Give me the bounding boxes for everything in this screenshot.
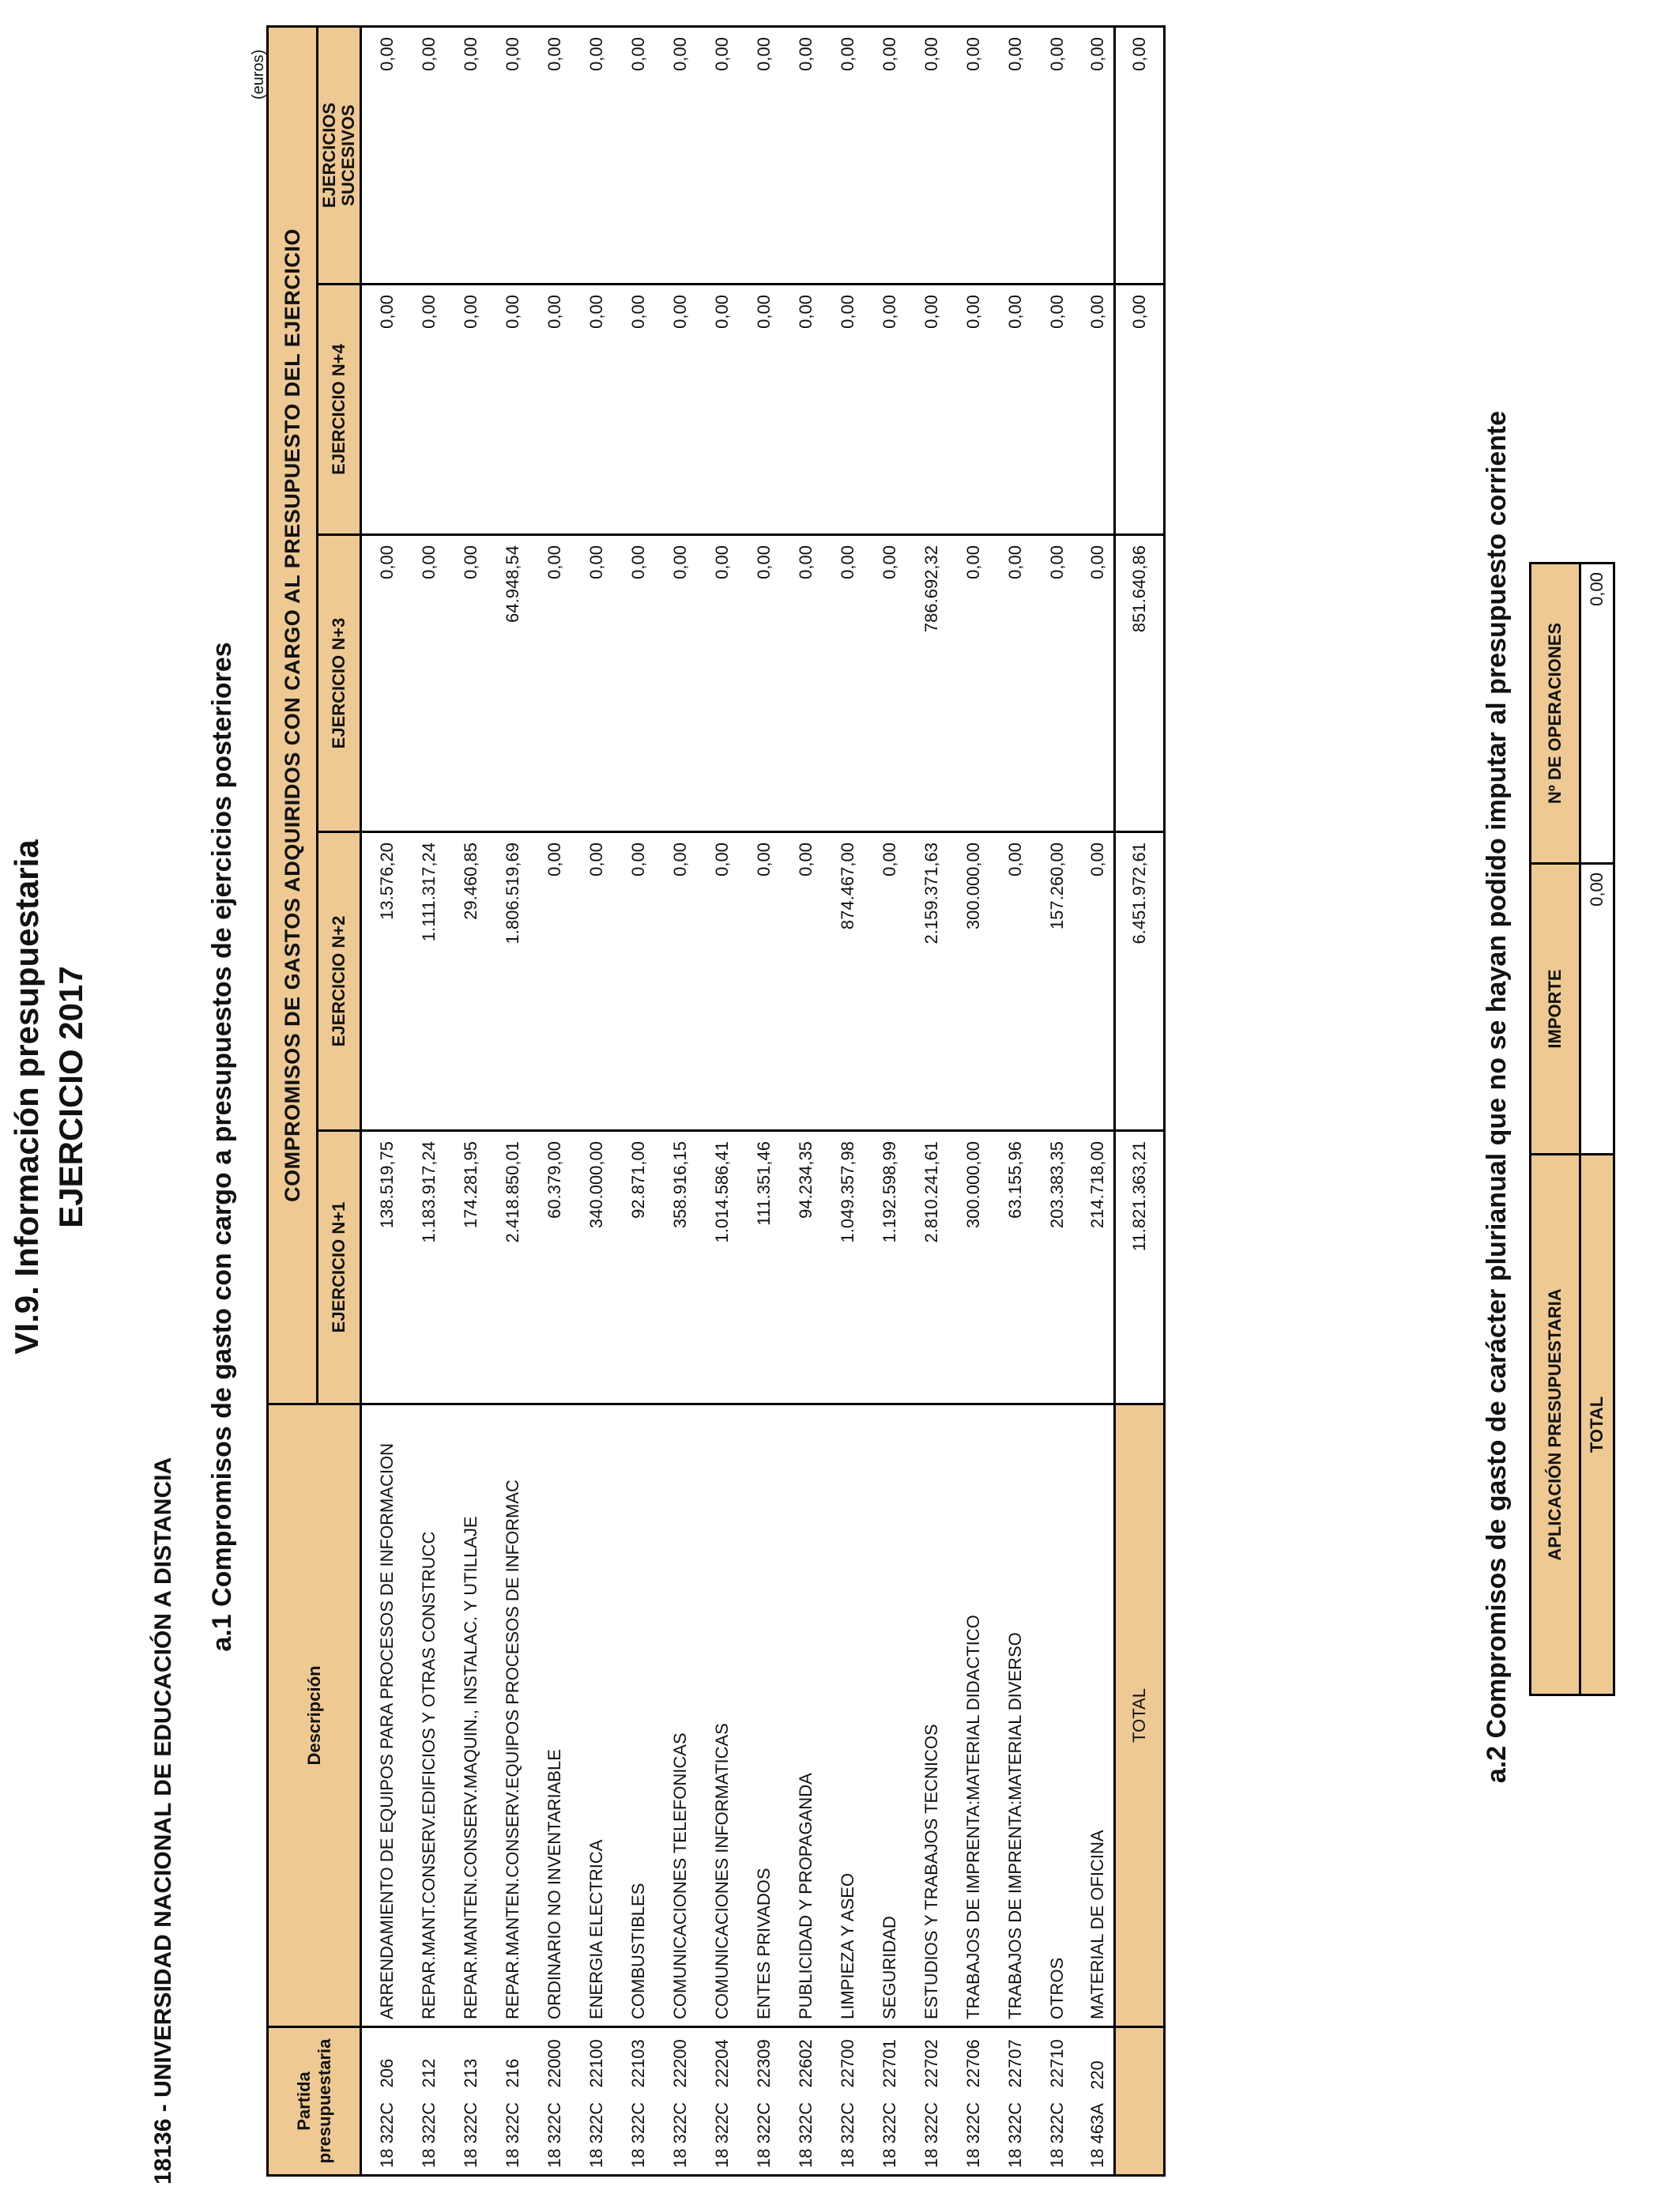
n3-cell: 64.948,54 <box>487 535 529 832</box>
n3-cell: 0,00 <box>1073 535 1115 832</box>
table-row <box>696 27 738 2176</box>
n3-cell: 0,00 <box>571 535 612 832</box>
total-n3: 851.640,86 <box>1115 535 1165 832</box>
description-cell: ENERGIA ELECTRICA <box>571 1404 612 2027</box>
n3-cell: 0,00 <box>361 535 403 832</box>
n3-cell: 0,00 <box>1031 535 1073 832</box>
description-cell: REPAR.MANTEN.CONSERV.EQUIPOS PROCESOS DE INFORMAC <box>487 1404 529 2027</box>
n1-cell: 174.281,95 <box>445 1131 487 1404</box>
description-cell: REPAR.MANT.CONSERV.EDIFICIOS Y OTRAS CONSTRUCC <box>403 1404 445 2027</box>
n3-cell: 0,00 <box>529 535 571 832</box>
sucesivos-cell: 0,00 <box>947 27 989 285</box>
n2-cell: 0,00 <box>738 832 780 1131</box>
partida-cell: 18 322C 22103 <box>612 2027 654 2176</box>
n4-cell: 0,00 <box>696 285 738 535</box>
table-row <box>947 27 989 2176</box>
partida-cell: 18 322C 22100 <box>571 2027 612 2176</box>
n4-cell: 0,00 <box>1031 285 1073 535</box>
table-row <box>612 27 654 2176</box>
table-row <box>738 27 780 2176</box>
commitments-table <box>266 25 1166 2177</box>
description-cell: ENTES PRIVADOS <box>738 1404 780 2027</box>
partida-cell: 18 322C 216 <box>487 2027 529 2176</box>
total-n4: 0,00 <box>1115 285 1165 535</box>
n2-cell: 13.576,20 <box>361 832 403 1131</box>
section-a2-title: a.2 Compromisos de gasto de carácter plurianual que no se hayan podido imputar al presupuesto corriente <box>1482 410 1512 1784</box>
partida-cell: 18 322C 213 <box>445 2027 487 2176</box>
n1-cell: 63.155,96 <box>989 1131 1031 1404</box>
n1-cell: 340.000,00 <box>571 1131 612 1404</box>
sucesivos-cell: 0,00 <box>403 27 445 285</box>
header-operaciones: Nº DE OPERACIONES <box>1531 564 1580 864</box>
table-row <box>906 27 947 2176</box>
n4-cell: 0,00 <box>780 285 822 535</box>
n2-cell: 300.000,00 <box>947 832 989 1131</box>
description-cell: COMUNICACIONES TELEFONICAS <box>654 1404 696 2027</box>
table-row <box>822 27 864 2176</box>
sucesivos-cell: 0,00 <box>571 27 612 285</box>
partida-cell: 18 322C 212 <box>403 2027 445 2176</box>
description-cell: SEGURIDAD <box>864 1404 906 2027</box>
n4-cell: 0,00 <box>487 285 529 535</box>
description-cell: ORDINARIO NO INVENTARIABLE <box>529 1404 571 2027</box>
table-row <box>571 27 612 2176</box>
header-aplicacion: APLICACIÓN PRESUPUESTARIA <box>1531 1155 1580 1695</box>
a2-total-operaciones: 0,00 <box>1580 564 1614 864</box>
n4-cell: 0,00 <box>529 285 571 535</box>
n2-cell: 1.806.519,69 <box>487 832 529 1131</box>
header-importe: IMPORTE <box>1531 864 1580 1155</box>
header-sucesivos-line2: SUCESIVOS <box>338 104 358 206</box>
total-n2: 6.451.972,61 <box>1115 832 1165 1131</box>
units-label: (euros) <box>250 49 267 100</box>
n4-cell: 0,00 <box>612 285 654 535</box>
partida-cell: 18 322C 22200 <box>654 2027 696 2176</box>
n1-cell: 111.351,46 <box>738 1131 780 1404</box>
table-row <box>445 27 487 2176</box>
sucesivos-cell: 0,00 <box>864 27 906 285</box>
n1-cell: 300.000,00 <box>947 1131 989 1404</box>
header-n4: EJERCICIO N+4 <box>318 285 361 535</box>
n3-cell: 0,00 <box>822 535 864 832</box>
header-descripcion: Descripción <box>268 1404 361 2027</box>
n2-cell: 0,00 <box>1073 832 1115 1131</box>
n3-cell: 0,00 <box>696 535 738 832</box>
page-title: VI.9. Información presupuestaria <box>8 839 45 1355</box>
partida-cell: 18 322C 22204 <box>696 2027 738 2176</box>
n3-cell: 0,00 <box>445 535 487 832</box>
n2-cell: 0,00 <box>612 832 654 1131</box>
table-row <box>529 27 571 2176</box>
header-sucesivos-line1: EJERCICIOS <box>319 102 339 209</box>
n4-cell: 0,00 <box>403 285 445 535</box>
n1-cell: 203.383,35 <box>1031 1131 1073 1404</box>
header-n1: EJERCICIO N+1 <box>318 1131 361 1404</box>
partida-cell: 18 322C 22700 <box>822 2027 864 2176</box>
table-row <box>1031 27 1073 2176</box>
partida-cell: 18 322C 22000 <box>529 2027 571 2176</box>
n4-cell: 0,00 <box>738 285 780 535</box>
n2-cell: 0,00 <box>654 832 696 1131</box>
n2-cell: 0,00 <box>989 832 1031 1131</box>
n4-cell: 0,00 <box>906 285 947 535</box>
n4-cell: 0,00 <box>989 285 1031 535</box>
total-spacer <box>1115 2027 1165 2176</box>
description-cell: TRABAJOS DE IMPRENTA:MATERIAL DIVERSO <box>989 1404 1031 2027</box>
partida-cell: 18 322C 22706 <box>947 2027 989 2176</box>
description-cell: PUBLICIDAD Y PROPAGANDA <box>780 1404 822 2027</box>
table-row <box>487 27 529 2176</box>
n2-cell: 1.111.317,24 <box>403 832 445 1131</box>
sucesivos-cell: 0,00 <box>780 27 822 285</box>
header-n3: EJERCICIO N+3 <box>318 535 361 832</box>
n1-cell: 214.718,00 <box>1073 1131 1115 1404</box>
description-cell: LIMPIEZA Y ASEO <box>822 1404 864 2027</box>
n1-cell: 1.014.586,41 <box>696 1131 738 1404</box>
n2-cell: 157.260,00 <box>1031 832 1073 1131</box>
n4-cell: 0,00 <box>571 285 612 535</box>
a2-total-row <box>1580 564 1614 1695</box>
sucesivos-cell: 0,00 <box>654 27 696 285</box>
description-cell: ARRENDAMIENTO DE EQUIPOS PARA PROCESOS DE INFORMACION <box>361 1404 403 2027</box>
sucesivos-cell: 0,00 <box>445 27 487 285</box>
n2-cell: 0,00 <box>529 832 571 1131</box>
description-cell: COMBUSTIBLES <box>612 1404 654 2027</box>
n3-cell: 0,00 <box>654 535 696 832</box>
entity-name: 18136 - UNIVERSIDAD NACIONAL DE EDUCACIÓN A DISTANCIA <box>150 1457 176 2185</box>
n1-cell: 1.183.917,24 <box>403 1131 445 1404</box>
partida-cell: 18 322C 22309 <box>738 2027 780 2176</box>
sucesivos-cell: 0,00 <box>906 27 947 285</box>
partida-cell: 18 322C 22602 <box>780 2027 822 2176</box>
n3-cell: 0,00 <box>403 535 445 832</box>
description-cell: OTROS <box>1031 1404 1073 2027</box>
sucesivos-cell: 0,00 <box>487 27 529 285</box>
sucesivos-cell: 0,00 <box>529 27 571 285</box>
n3-cell: 0,00 <box>864 535 906 832</box>
plurianual-table <box>1529 562 1615 1696</box>
n3-cell: 0,00 <box>989 535 1031 832</box>
sucesivos-cell: 0,00 <box>738 27 780 285</box>
header-partida: Partida presupuestaria <box>268 2027 361 2176</box>
n4-cell: 0,00 <box>654 285 696 535</box>
n2-cell: 0,00 <box>780 832 822 1131</box>
partida-cell: 18 322C 22702 <box>906 2027 947 2176</box>
n3-cell: 0,00 <box>780 535 822 832</box>
exercise-title: EJERCICIO 2017 <box>52 966 89 1228</box>
table-row <box>361 27 403 2176</box>
total-sucesivos: 0,00 <box>1115 27 1165 285</box>
a2-total-label: TOTAL <box>1580 1155 1614 1695</box>
n4-cell: 0,00 <box>947 285 989 535</box>
partida-cell: 18 322C 206 <box>361 2027 403 2176</box>
total-n1: 11.821.363,21 <box>1115 1131 1165 1404</box>
description-cell: REPAR.MANTEN.CONSERV.MAQUIN., INSTALAC. Y UTILLAJE <box>445 1404 487 2027</box>
n3-cell: 0,00 <box>947 535 989 832</box>
n3-cell: 0,00 <box>612 535 654 832</box>
n4-cell: 0,00 <box>445 285 487 535</box>
description-cell: TRABAJOS DE IMPRENTA:MATERIAL DIDACTICO <box>947 1404 989 2027</box>
table-row <box>654 27 696 2176</box>
n2-cell: 29.460,85 <box>445 832 487 1131</box>
description-cell: COMUNICACIONES INFORMATICAS <box>696 1404 738 2027</box>
sucesivos-cell: 0,00 <box>822 27 864 285</box>
n3-cell: 0,00 <box>738 535 780 832</box>
table-row <box>864 27 906 2176</box>
n1-cell: 2.418.850,01 <box>487 1131 529 1404</box>
n1-cell: 60.379,00 <box>529 1131 571 1404</box>
n2-cell: 0,00 <box>571 832 612 1131</box>
description-cell: ESTUDIOS Y TRABAJOS TECNICOS <box>906 1404 947 2027</box>
total-row <box>1115 27 1165 2176</box>
section-a1-title: a.1 Compromisos de gasto con cargo a presupuestos de ejercicios posteriores <box>207 642 237 1652</box>
n4-cell: 0,00 <box>1073 285 1115 535</box>
n3-cell: 786.692,32 <box>906 535 947 832</box>
sucesivos-cell: 0,00 <box>1031 27 1073 285</box>
n1-cell: 94.234,35 <box>780 1131 822 1404</box>
n1-cell: 2.810.241,61 <box>906 1131 947 1404</box>
n1-cell: 92.871,00 <box>612 1131 654 1404</box>
sucesivos-cell: 0,00 <box>361 27 403 285</box>
n4-cell: 0,00 <box>864 285 906 535</box>
n2-cell: 874.467,00 <box>822 832 864 1131</box>
sucesivos-cell: 0,00 <box>696 27 738 285</box>
n2-cell: 0,00 <box>864 832 906 1131</box>
table-row <box>1073 27 1115 2176</box>
n1-cell: 1.049.357,98 <box>822 1131 864 1404</box>
n2-cell: 2.159.371,63 <box>906 832 947 1131</box>
description-cell: MATERIAL DE OFICINA <box>1073 1404 1115 2027</box>
header-sucesivos <box>318 27 361 285</box>
n2-cell: 0,00 <box>696 832 738 1131</box>
table-row <box>989 27 1031 2176</box>
partida-cell: 18 322C 22707 <box>989 2027 1031 2176</box>
total-label: TOTAL <box>1115 1404 1165 2027</box>
sucesivos-cell: 0,00 <box>989 27 1031 285</box>
partida-cell: 18 322C 22701 <box>864 2027 906 2176</box>
n4-cell: 0,00 <box>822 285 864 535</box>
sucesivos-cell: 0,00 <box>1073 27 1115 285</box>
header-n2: EJERCICIO N+2 <box>318 832 361 1131</box>
partida-cell: 18 322C 22710 <box>1031 2027 1073 2176</box>
table-row <box>780 27 822 2176</box>
n4-cell: 0,00 <box>361 285 403 535</box>
partida-cell: 18 463A 220 <box>1073 2027 1115 2176</box>
table-body <box>361 27 1115 2176</box>
sucesivos-cell: 0,00 <box>612 27 654 285</box>
n1-cell: 358.916,15 <box>654 1131 696 1404</box>
n1-cell: 138.519,75 <box>361 1131 403 1404</box>
a2-total-importe: 0,00 <box>1580 864 1614 1155</box>
n1-cell: 1.192.598,99 <box>864 1131 906 1404</box>
header-group: COMPROMISOS DE GASTOS ADQUIRIDOS CON CARGO AL PRESUPUESTO DEL EJERCICIO <box>268 27 318 1404</box>
table-row <box>403 27 445 2176</box>
